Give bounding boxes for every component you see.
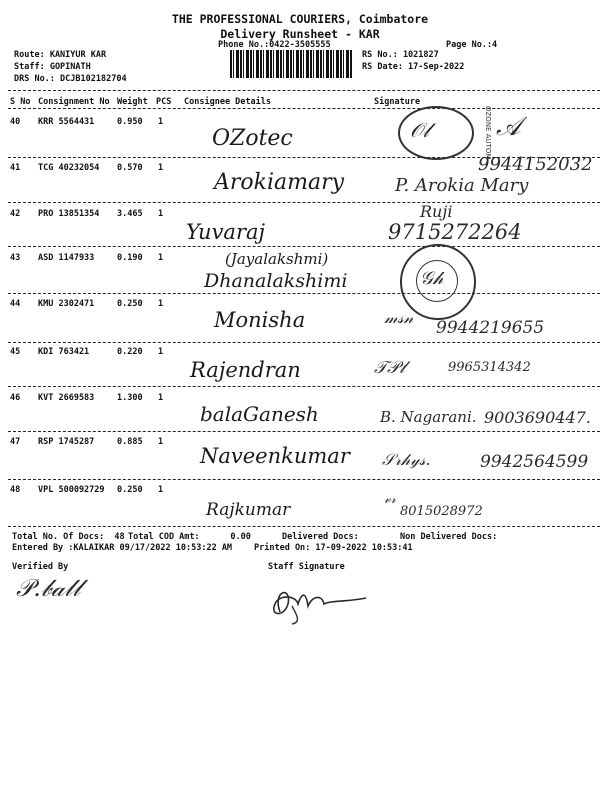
signature-scribble: 𝒪𝓁 [410, 118, 430, 142]
signature-scribble: 𝒮𝓇𝒽𝓎𝓈. [382, 450, 431, 469]
row-consignment: KRR 5564431 [38, 117, 95, 127]
row-consignment: PRO 13851354 [38, 209, 100, 219]
row-consignment: KDI 763421 [38, 347, 90, 357]
consignee-name: Monisha [214, 308, 306, 332]
phone-number: Phone No.:0422-3505555 [218, 40, 331, 50]
signature-scribble: 𝒜 [496, 112, 521, 142]
stamp-text [474, 104, 492, 160]
consignee-name: Rajendran [190, 358, 301, 382]
col-sno: S No [10, 97, 31, 107]
row-consignment: KVT 2669583 [38, 393, 95, 403]
row-sno: 46 [10, 393, 21, 403]
col-signature: Signature [374, 97, 421, 107]
row-divider [8, 386, 600, 387]
row-consignment: KMU 2302471 [38, 299, 95, 309]
row-divider [8, 526, 600, 527]
rs-date: RS Date: 17-Sep-2022 [362, 62, 465, 72]
recipient-phone: 9003690447. [484, 408, 591, 427]
row-divider [8, 431, 600, 432]
staff: Staff: GOPINATH [14, 62, 91, 72]
row-weight: 1.300 [117, 393, 143, 403]
row-sno: 40 [10, 117, 21, 127]
row-sno: 45 [10, 347, 21, 357]
signature-scribble: 𝒢𝒽 [420, 268, 444, 289]
recipient-phone: 9715272264 [388, 220, 522, 244]
row-consignment: VPL 500092729 [38, 485, 105, 495]
consignee-name: OZotec [212, 126, 293, 151]
signature-scribble: 𝒯𝒫𝓁 [374, 358, 405, 378]
row-consignment: TCG 40232054 [38, 163, 100, 173]
svg-text:OZONE AUTOMOBILE PVT LTD: OZONE AUTOMOBILE PVT LTD [484, 106, 492, 160]
col-pcs: PCS [156, 97, 172, 107]
consignee-name: Rajkumar [206, 500, 291, 520]
row-pcs: 1 [158, 347, 164, 357]
verified-by-label: Verified By [12, 562, 69, 572]
row-pcs: 1 [158, 393, 164, 403]
company-title: THE PROFESSIONAL COURIERS, Coimbatore [171, 12, 429, 26]
printed-on: Printed On: 17-09-2022 10:53:41 [254, 543, 413, 553]
consignee-name: Yuvaraj [186, 220, 266, 244]
row-pcs: 1 [158, 209, 164, 219]
route: Route: KANIYUR KAR [14, 50, 107, 60]
row-divider [8, 202, 600, 203]
total-cod: Total COD Amt: 0.00 [128, 532, 251, 542]
recipient-phone: 9942564599 [480, 452, 589, 472]
row-weight: 0.570 [117, 163, 143, 173]
row-divider [8, 293, 600, 294]
row-weight: 0.885 [117, 437, 143, 447]
row-sno: 48 [10, 485, 21, 495]
signature-scribble: 𝓂𝓈𝓃 [384, 308, 414, 327]
recipient-phone: 8015028972 [400, 504, 483, 519]
delivered-docs: Delivered Docs: [282, 532, 359, 542]
col-weight: Weight [117, 97, 148, 107]
row-weight: 0.950 [117, 117, 143, 127]
entered-by: Entered By :KALAIKAR 09/17/2022 10:53:22 AM [12, 543, 233, 553]
col-consignee: Consignee Details [184, 97, 271, 107]
runsheet-title: Delivery Runsheet - KAR [220, 27, 380, 41]
row-divider [8, 342, 600, 343]
consignee-name: Arokiamary [214, 170, 345, 195]
row-sno: 42 [10, 209, 21, 219]
col-consignment: Consignment No [38, 97, 110, 107]
divider [8, 90, 600, 91]
row-sno: 43 [10, 253, 21, 263]
page-number: Page No.:4 [446, 40, 498, 50]
row-divider [8, 479, 600, 480]
row-pcs: 1 [158, 253, 164, 263]
recipient-phone: 9944152032 [478, 154, 593, 175]
recipient-phone: 9944219655 [436, 318, 545, 338]
consignee-note: (Jayalakshmi) [225, 250, 329, 268]
row-weight: 3.465 [117, 209, 143, 219]
row-weight: 0.190 [117, 253, 143, 263]
row-weight: 0.220 [117, 347, 143, 357]
row-consignment: RSP 1745287 [38, 437, 95, 447]
row-weight: 0.250 [117, 299, 143, 309]
row-pcs: 1 [158, 485, 164, 495]
row-weight: 0.250 [117, 485, 143, 495]
rs-number: RS No.: 1021827 [362, 50, 439, 60]
row-sno: 44 [10, 299, 21, 309]
row-consignment: ASD 1147933 [38, 253, 95, 263]
recipient-signature: Ruji [420, 202, 453, 221]
row-pcs: 1 [158, 299, 164, 309]
consignee-name: Naveenkumar [200, 444, 350, 468]
drs-number: DRS No.: DCJB102182704 [14, 74, 127, 84]
recipient-signature: B. Nagarani. [380, 408, 477, 426]
barcode-image [230, 50, 352, 78]
row-divider [8, 246, 600, 247]
staff-signature-scribble [262, 582, 374, 626]
row-sno: 41 [10, 163, 21, 173]
non-delivered-docs: Non Delivered Docs: [400, 532, 498, 542]
row-pcs: 1 [158, 163, 164, 173]
consignee-name: balaGanesh [200, 402, 319, 426]
divider [8, 108, 600, 109]
total-docs: Total No. Of Docs: 48 [12, 532, 125, 542]
verifier-signature: 𝒫.𝒷𝒶𝓁𝓁 [16, 574, 81, 602]
row-pcs: 1 [158, 437, 164, 447]
row-pcs: 1 [158, 117, 164, 127]
recipient-phone: 9965314342 [448, 360, 531, 375]
row-sno: 47 [10, 437, 21, 447]
signature-scribble: 𝓋𝓇 [384, 492, 396, 507]
recipient-signature: P. Arokia Mary [395, 175, 529, 196]
staff-signature-label: Staff Signature [268, 562, 345, 572]
consignee-name: Dhanalakshimi [204, 270, 348, 292]
